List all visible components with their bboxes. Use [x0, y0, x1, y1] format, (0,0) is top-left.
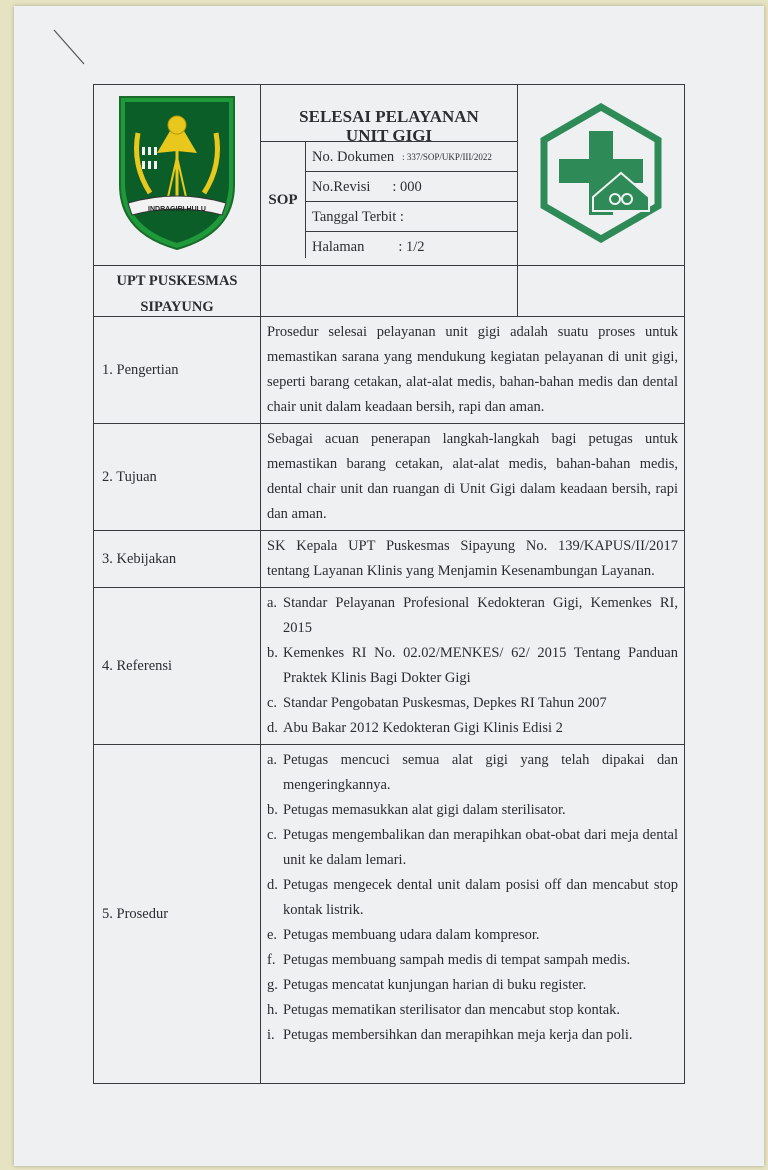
- sop-table: [93, 84, 685, 1084]
- title-cell: [261, 85, 518, 266]
- referensi-content: [261, 588, 685, 745]
- indragiri-hulu-coat-of-arms-icon: [114, 93, 240, 253]
- header-row: [94, 85, 685, 266]
- tujuan-row: [94, 424, 685, 531]
- referensi-row: [94, 588, 685, 745]
- list-item: a. Standar Pelayanan Profesional Kedokteran Gigi, Kemenkes RI, 2015: [267, 595, 678, 636]
- list-item: e. Petugas membuang udara dalam kompresor.: [267, 927, 540, 943]
- prosedur-label: 5. Prosedur: [94, 745, 261, 1084]
- sop-label: SOP: [261, 142, 306, 258]
- regency-logo-cell: [94, 85, 261, 266]
- list-item: f. Petugas membuang sampah medis di tempat sampah medis.: [267, 952, 631, 968]
- org-empty-cell-2: [518, 266, 685, 317]
- list-item: i. Petugas membersihkan dan merapihkan meja kerja dan poli.: [267, 1027, 633, 1043]
- list-item: a. Petugas mencuci semua alat gigi yang telah dipakai dan mengeringkannya.: [267, 752, 678, 793]
- kebijakan-label: 3. Kebijakan: [94, 531, 261, 588]
- document-title: [261, 85, 517, 145]
- list-item: b. Kemenkes RI No. 02.02/MENKES/ 62/ 2015 Tentang Panduan Praktek Klinis Bagi Dokter Gigi: [267, 645, 678, 686]
- org-empty-cell-1: [261, 266, 518, 317]
- title-line-1: SELESAI PELAYANAN: [299, 107, 479, 126]
- sop-block: [261, 141, 517, 258]
- pengertian-row: [94, 317, 685, 424]
- pen-stroke-mark: [52, 28, 88, 68]
- list-item: b. Petugas memasukkan alat gigi dalam sterilisator.: [267, 802, 566, 818]
- title-line-2: UNIT GIGI: [345, 126, 433, 145]
- puskesmas-logo-cell: [518, 85, 685, 266]
- list-item: g. Petugas mencatat kunjungan harian di buku register.: [267, 977, 587, 993]
- list-item: c. Petugas mengembalikan dan merapihkan obat-obat dari meja dental unit ke dalam lemari.: [267, 827, 678, 868]
- meta-tanggal-terbit: Tanggal Terbit :: [306, 202, 517, 232]
- kebijakan-text: SK Kepala UPT Puskesmas Sipayung No. 139/KAPUS/II/2017 tentang Layanan Klinis yang Menjamin Kesenambungan Layanan.: [261, 531, 685, 588]
- prosedur-content: [261, 745, 685, 1084]
- svg-text:INDRAGIRI HULU: INDRAGIRI HULU: [148, 205, 206, 213]
- document-meta: [306, 142, 517, 258]
- referensi-list: [261, 588, 684, 744]
- list-item: c. Standar Pengobatan Puskesmas, Depkes RI Tahun 2007: [267, 695, 607, 711]
- prosedur-row: [94, 745, 685, 1084]
- meta-no-revisi: No.Revisi : 000: [306, 172, 517, 202]
- meta-no-dokumen: No. Dokumen : 337/SOP/UKP/III/2022: [306, 142, 517, 172]
- list-item: d. Abu Bakar 2012 Kedokteran Gigi Klinis Edisi 2: [267, 720, 563, 736]
- org-name: UPT PUSKESMAS SIPAYUNG: [116, 273, 238, 315]
- list-item: h. Petugas mematikan sterilisator dan mencabut stop kontak.: [267, 1002, 621, 1018]
- org-row: [94, 266, 685, 317]
- prosedur-list: [261, 745, 684, 1051]
- pengertian-label: 1. Pengertian: [94, 317, 261, 424]
- list-item: d. Petugas mengecek dental unit dalam posisi off dan mencabut stop kontak listrik.: [267, 877, 678, 918]
- referensi-label: 4. Referensi: [94, 588, 261, 745]
- tujuan-text: Sebagai acuan penerapan langkah-langkah bagi petugas untuk memastikan barang cetakan, alat-alat medis, bahan-bahan medis, dental chair unit dan ruangan di Unit Gigi dalam keadaan bersih, rapi dan aman.: [261, 424, 685, 531]
- pengertian-text: Prosedur selesai pelayanan unit gigi adalah suatu proses untuk memastikan sarana yang mendukung kegiatan pelayanan di unit gigi, seperti barang cetakan, alat-alat medis, bahan-bahan medis dan dental chair unit dalam keadaan bersih, rapi dan aman.: [261, 317, 685, 424]
- org-name-cell: [94, 266, 261, 317]
- tujuan-label: 2. Tujuan: [94, 424, 261, 531]
- kebijakan-row: [94, 531, 685, 588]
- puskesmas-logo-icon: [531, 103, 671, 243]
- meta-halaman: Halaman : 1/2: [312, 238, 425, 255]
